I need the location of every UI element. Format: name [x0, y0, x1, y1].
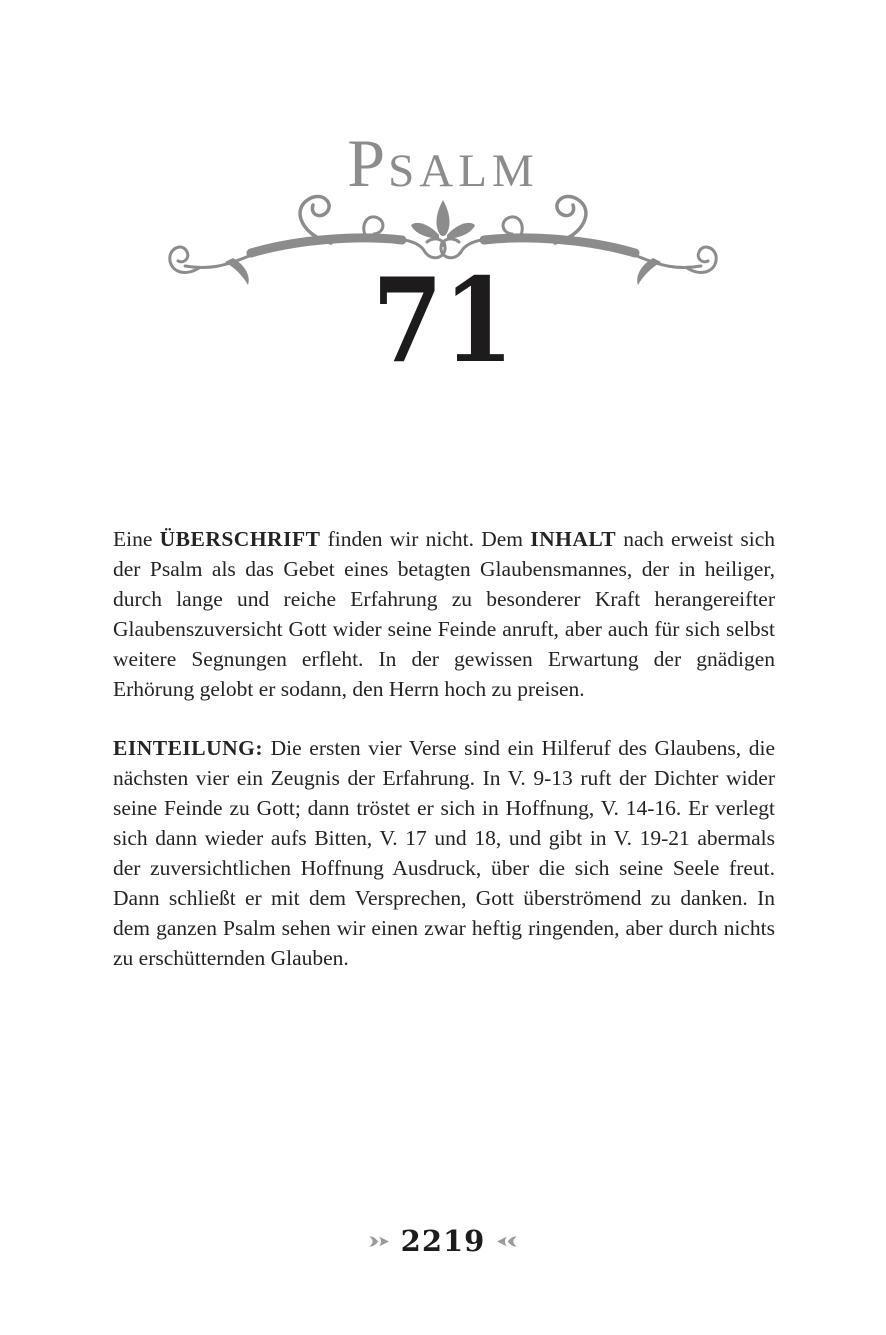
commentary-text [113, 524, 775, 973]
psalm-number: 71 [371, 253, 515, 389]
outline-text: Die ersten vier Verse sind ein Hilferuf des Glaubens, die nächsten vier ein Zeugnis der Erfahrung. In V. 9-13 ruft der Dichter wider seine Feinde zu Gott; dann tröstet er sich in Hoffnung, V. 14-16. Er verlegt sich dann wieder aufs Bitten, V. 17 und 18, und gibt in V. 19-21 abermals der zuversichtlichen Hoffnung Ausdruck, über die sich seine Seele freut. Dann schließt er mit dem Versprechen, Gott überströmend zu danken. In dem ganzen Psalm sehen wir einen zwar heftig ringenden, aber durch nichts zu erschütternden Glauben. [113, 736, 775, 970]
overview-text-2: finden wir nicht. Dem [320, 527, 531, 551]
psalm-heading: PSALM [347, 125, 539, 201]
outline-paragraph [113, 733, 775, 973]
einteilung-keyword: EINTEILUNG: [113, 736, 264, 760]
overview-text-3: nach erweist sich der Psalm als das Gebet eines betagten Glaubensmannes, der in heiliger, durch lange und reiche Erfahrung zu besonderer Kraft herangereifter Glaubenszuversicht Gott wider seine Feinde anruft, aber auch für sich selbst weitere Segnungen erfleht. In der gewissen Erwartung der gnädigen Erhörung gelobt er sodann, den Herrn hoch zu preisen. [113, 527, 775, 701]
page-number: 2219 [400, 1224, 486, 1258]
inhalt-keyword: INHALT [530, 527, 617, 551]
overview-text-1: Eine [113, 527, 160, 551]
fleuron-arrow-left-icon [496, 1234, 517, 1249]
ueberschrift-keyword: ÜBERSCHRIFT [159, 527, 321, 551]
fleuron-arrow-right-icon [369, 1234, 390, 1249]
overview-paragraph [113, 524, 775, 704]
page-footer [0, 1224, 886, 1258]
